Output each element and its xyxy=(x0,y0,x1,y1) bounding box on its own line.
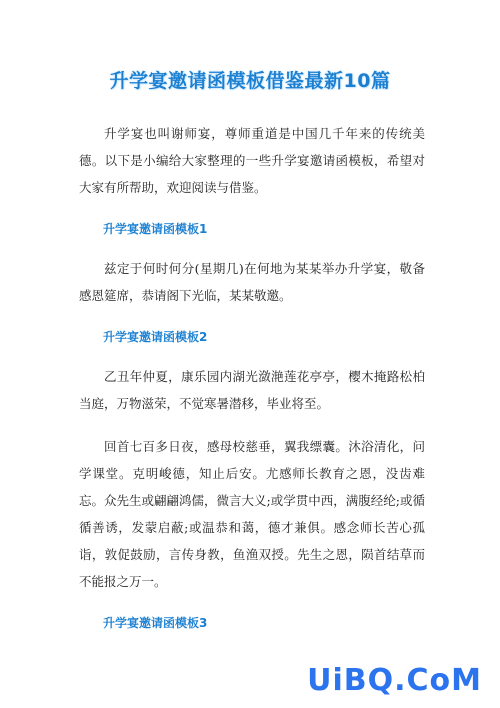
section-heading-3: 升学宴邀请函模板3 xyxy=(103,616,208,630)
document-title: 升学宴邀请函模板借鉴最新10篇 xyxy=(109,70,391,92)
intro-paragraph: 升学宴也叫谢师宴，尊师重道是中国几千年来的传统美德。以下是小编给大家整理的一些升学宴邀请函模板，希望对大家有所帮助，欢迎阅读与借鉴。 xyxy=(79,126,425,195)
section-template-2 xyxy=(79,325,425,595)
site-watermark: UiBQ.CoM xyxy=(307,663,482,698)
section-heading-2: 升学宴邀请函模板2 xyxy=(103,330,208,344)
document-body xyxy=(79,120,425,649)
section-2-paragraph-2: 回首七百多日夜，感母校慈垂，翼我缥囊。沐浴清化，问学课堂。克明峻德，知止后安。尤感师长教育之恩，没齿难忘。众先生或翩翩鸿儒，微言大义;或学贯中西，满腹经纶;或循循善诱，发蒙启蔽;或温恭和蔼，德才兼俱。感念师长苦心孤诣，敦促鼓励，言传身教，鱼渔双授。先生之恩，陨首结草而不能报之万一。 xyxy=(79,439,425,589)
section-template-3 xyxy=(79,611,425,635)
section-heading-1: 升学宴邀请函模板1 xyxy=(103,222,208,236)
section-2-paragraph-1: 乙丑年仲夏，康乐园内湖光潋滟莲花亭亭，樱木掩路松柏当庭，万物滋荣，不觉寒暑潜移，毕业将至。 xyxy=(79,369,425,411)
section-1-paragraph-1: 兹定于何时何分(星期几)在何地为某某举办升学宴，敬备感恩筵席，恭请阁下光临，某某敬邀。 xyxy=(79,261,425,303)
section-template-1 xyxy=(79,217,425,309)
